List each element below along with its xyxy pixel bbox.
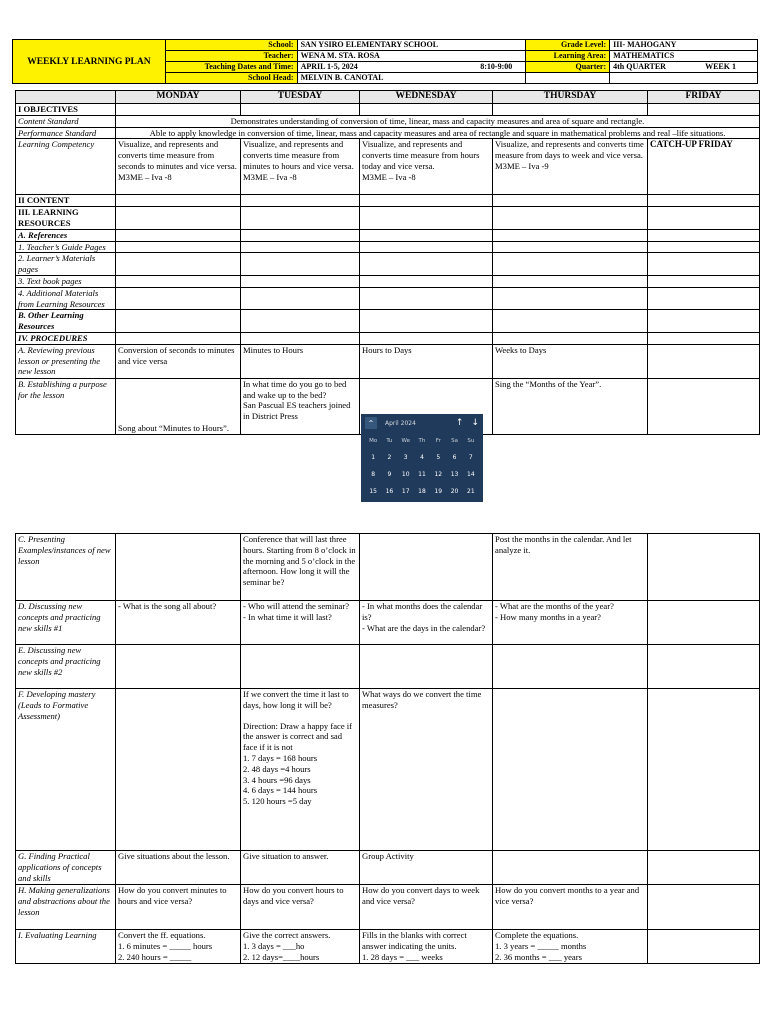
empty-cell [241,253,360,276]
calendar-weekdays [361,432,483,449]
empty-cell [360,229,493,241]
calendar-day[interactable]: 3 [403,454,408,461]
dates-value: APRIL 1-5, 2024 [300,62,358,71]
empty-cell [648,332,760,344]
plan-table-bottom [15,533,760,964]
area-label: Learning Area: [526,51,610,62]
calendar-day[interactable]: 18 [418,488,426,495]
mastery-item: 5. 120 hours =5 day [243,796,312,807]
weekday-label: We [401,437,410,444]
empty-cell [648,287,760,310]
empty-cell [493,207,648,230]
school-label: School: [165,40,297,51]
empty-cell [610,73,758,84]
discussing1-tuesday: - Who will attend the seminar? - In what time it will last? [241,601,360,645]
empty-cell [360,645,493,689]
calendar-month[interactable]: April 2024 [385,419,416,427]
practical-thursday [493,851,648,885]
reviewing-thursday: Weeks to Days [493,344,648,378]
calendar-day[interactable]: 14 [467,471,475,478]
generalizations-monday: How do you convert minutes to hours and vice versa? [116,885,241,930]
calendar-week [361,449,483,466]
mastery-item: 2. 48 days =4 hours [243,763,311,774]
grade-label: Grade Level: [526,40,610,51]
evaluating-monday: Convert the ff. equations. 1. 6 minutes = _____ hours 2. 240 hours = _____ [116,930,241,964]
calendar-week [361,466,483,483]
evaluating-wednesday: Fills in the blanks with correct answer indicating the units. 1. 28 days = ___ weeks [360,930,493,964]
section-content: II CONTENT [16,195,116,207]
header-table [12,39,758,84]
mastery-item: 3. 4 hours =96 days [243,774,311,785]
empty-cell [241,241,360,253]
row-label-reviewing: A. Reviewing previous lesson or presenting the new lesson [16,344,116,378]
row-label-content-standard: Content Standard [16,115,116,127]
teacher-label: Teacher: [165,51,297,62]
purpose-friday [648,378,760,434]
weekday-label: Su [467,437,475,444]
row-label-learners-materials: 2. Learner’s Materials pages [16,253,116,276]
empty-cell [493,310,648,333]
area-value: MATHEMATICS [610,51,758,62]
empty-cell [648,645,760,689]
empty-cell [241,207,360,230]
empty-cell [116,645,241,689]
dates-cell [297,62,526,73]
chevron-up-icon[interactable]: ⌃ [365,417,377,429]
calendar-day[interactable]: 1 [371,454,376,461]
weekday-label: Mo [369,437,378,444]
reviewing-monday: Conversion of seconds to minutes and vice versa [116,344,241,378]
calendar-day[interactable]: 10 [401,471,410,478]
empty-cell [241,104,360,116]
calendar-day[interactable]: 4 [420,454,424,461]
quarter-value: 4th QUARTER [613,62,666,71]
weekday-label: Tu [386,437,393,444]
empty-cell [493,229,648,241]
row-label-additional: 4. Additional Materials from Learning Resources [16,287,116,310]
competency-wednesday: Visualize, and represents and converts time measure from hours today and vice versa. M3ME – Iva -8 [360,139,493,195]
empty-cell [493,253,648,276]
discussing1-monday: - What is the song all about? [116,601,241,645]
empty-cell [241,645,360,689]
calendar-header [361,414,483,432]
row-label-mastery: F. Developing mastery (Leads to Formative Assessment) [16,689,116,851]
plan-table-top [15,90,760,435]
calendar-widget [361,414,483,502]
weekday-label: Th [418,437,426,444]
competency-friday: CATCH-UP FRIDAY [648,139,760,195]
empty-cell [116,332,241,344]
mastery-tuesday [241,689,360,851]
empty-cell [241,332,360,344]
performance-standard: Able to apply knowledge in conversion of time, linear, mass and capacity measures and area of rectangle and square in mathematical problems and real –life situations. [116,127,760,139]
mastery-question: If we convert the time it last to days, how long it will be? [243,689,349,710]
head-value: MELVIN B. CANOTAL [297,73,526,84]
mastery-wednesday: What ways do we convert the time measures? [360,689,493,851]
competency-monday: Visualize, and represents and converts time measure from seconds to minutes and vice versa. M3ME – Iva -8 [116,139,241,195]
time-value: 8:10-9:00 [480,62,513,71]
week-value: WEEK 1 [705,62,736,71]
empty-cell [360,310,493,333]
quarter-label: Quarter: [526,62,610,73]
mastery-item: 4. 6 days = 144 hours [243,785,318,796]
purpose-tuesday: In what time do you go to bed and wake up to the bed? San Pascual ES teachers joined in District Press [241,378,360,434]
empty-cell [116,229,241,241]
calendar-day[interactable]: 21 [467,488,475,495]
grade-value: III- MAHOGANY [610,40,758,51]
day-friday: FRIDAY [648,91,760,104]
discussing1-friday [648,601,760,645]
calendar-day[interactable]: 8 [371,471,376,478]
reviewing-tuesday: Minutes to Hours [241,344,360,378]
empty-cell [493,287,648,310]
empty-cell [648,195,760,207]
empty-cell [116,253,241,276]
empty-cell [241,229,360,241]
day-monday: MONDAY [116,91,241,104]
plan-title: WEEKLY LEARNING PLAN [13,40,166,84]
calendar-week [361,483,483,500]
empty-cell [526,73,610,84]
empty-cell [116,104,241,116]
calendar-day[interactable]: 15 [369,488,377,495]
empty-cell [116,275,241,287]
empty-cell [360,241,493,253]
purpose-monday: Song about “Minutes to Hours”. [116,378,241,434]
empty-cell [493,645,648,689]
calendar-day[interactable]: 11 [418,471,426,478]
evaluating-thursday: Complete the equations. 1. 3 years = _____ months 2. 36 months = ___ years [493,930,648,964]
practical-friday [648,851,760,885]
empty-cell [648,310,760,333]
empty-cell [241,195,360,207]
row-label-textbook: 3. Text book pages [16,275,116,287]
empty-cell [648,275,760,287]
competency-thursday: Visualize, and represents and converts time measure from days to week and vice versa. M3ME – Iva -9 [493,139,648,195]
reviewing-wednesday: Hours to Days [360,344,493,378]
evaluating-friday [648,930,760,964]
row-label-teachers-guide: 1. Teacher’s Guide Pages [16,241,116,253]
calendar-day[interactable]: 7 [468,454,473,461]
calendar-day[interactable]: 19 [434,488,443,495]
discussing1-thursday: - What are the months of the year? - How many months in a year? [493,601,648,645]
competency-tuesday: Visualize, and represents and converts time measure from minutes to hours and vice versa. M3ME – Iva -8 [241,139,360,195]
calendar-day[interactable]: 12 [434,471,443,478]
row-label-practical: G. Finding Practical applications of concepts and skills [16,851,116,885]
mastery-monday [116,689,241,851]
calendar-day[interactable]: 16 [385,488,394,495]
empty-cell [360,195,493,207]
calendar-day[interactable]: 5 [436,454,441,461]
school-value: SAN YSIRO ELEMENTARY SCHOOL [297,40,526,51]
mastery-direction: Direction: Draw a happy face if the answer is correct and sad face if it is not [243,720,353,753]
presenting-tuesday: Conference that will last three hours. Starting from 8 o’clock in the morning and 5 o’clock in the afternoon. How long it will the seminar be? [241,534,360,601]
row-label-discussing-1: D. Discussing new concepts and practicing new skills #1 [16,601,116,645]
empty-cell [493,241,648,253]
generalizations-tuesday: How do you convert hours to days and vice versa? [241,885,360,930]
empty-cell [360,207,493,230]
calendar-day[interactable]: 6 [452,454,457,461]
row-label-presenting: C. Presenting Examples/instances of new lesson [16,534,116,601]
practical-wednesday: Group Activity [360,851,493,885]
empty-cell [360,332,493,344]
empty-cell [241,310,360,333]
empty-cell [648,207,760,230]
section-procedures: IV. PROCEDURES [16,332,116,344]
arrow-up-icon[interactable]: ↑ [455,418,464,428]
corner-cell [16,91,116,104]
presenting-thursday: Post the months in the calendar. And let analyze it. [493,534,648,601]
arrow-down-icon[interactable]: ↓ [471,418,479,428]
empty-cell [116,310,241,333]
head-label: School Head: [165,73,297,84]
calendar-day[interactable]: 20 [450,488,459,495]
empty-cell [241,287,360,310]
row-label-evaluating: I. Evaluating Learning [16,930,116,964]
empty-cell [493,195,648,207]
presenting-friday [648,534,760,601]
discussing1-wednesday: - In what months does the calendar is? - What are the days in the calendar? [360,601,493,645]
section-objectives: I OBJECTIVES [16,104,116,116]
empty-cell [493,275,648,287]
empty-cell [116,241,241,253]
empty-cell [648,229,760,241]
empty-cell [493,104,648,116]
row-label-performance-standard: Performance Standard [16,127,116,139]
practical-monday: Give situations about the lesson. [116,851,241,885]
section-resources: III. LEARNING RESOURCES [16,207,116,230]
content-standard: Demonstrates understanding of conversion of time, linear, mass and capacity measures and area of square and rectangle. [116,115,760,127]
reviewing-friday [648,344,760,378]
quarter-cell [610,62,758,73]
empty-cell [648,241,760,253]
row-label-generalizations: H. Making generalizations and abstractions about the lesson [16,885,116,930]
generalizations-friday [648,885,760,930]
empty-cell [360,287,493,310]
calendar-day[interactable]: 9 [387,471,392,478]
presenting-wednesday [360,534,493,601]
mastery-item: 1. 7 days = 168 hours [243,752,318,763]
weekday-label: Sa [451,437,458,444]
purpose-thursday: Sing the “Months of the Year”. [493,378,648,434]
day-wednesday: WEDNESDAY [360,91,493,104]
empty-cell [360,104,493,116]
presenting-monday [116,534,241,601]
generalizations-thursday: How do you convert months to a year and vice versa? [493,885,648,930]
empty-cell [241,275,360,287]
empty-cell [648,253,760,276]
calendar-day[interactable]: 13 [450,471,459,478]
calendar-day[interactable]: 2 [387,454,392,461]
empty-cell [360,275,493,287]
weekday-label: Fr [435,437,441,444]
row-label-other-resources: B. Other Learning Resources [16,310,116,333]
empty-cell [116,195,241,207]
row-label-references: A. References [16,229,116,241]
calendar-day[interactable]: 17 [401,488,410,495]
dates-label: Teaching Dates and Time: [165,62,297,73]
day-thursday: THURSDAY [493,91,648,104]
empty-cell [493,332,648,344]
row-label-competency: Learning Competency [16,139,116,195]
row-label-purpose: B. Establishing a purpose for the lesson [16,378,116,434]
row-label-discussing-2: E. Discussing new concepts and practicing new skills #2 [16,645,116,689]
practical-tuesday: Give situation to answer. [241,851,360,885]
empty-cell [116,287,241,310]
mastery-thursday [493,689,648,851]
evaluating-tuesday: Give the correct answers. 1. 3 days = ___ho 2. 12 days=____hours [241,930,360,964]
generalizations-wednesday: How do you convert days to week and vice versa? [360,885,493,930]
empty-cell [360,253,493,276]
empty-cell [648,104,760,116]
mastery-friday [648,689,760,851]
day-tuesday: TUESDAY [241,91,360,104]
teacher-value: WENA M. STA. ROSA [297,51,526,62]
empty-cell [116,207,241,230]
